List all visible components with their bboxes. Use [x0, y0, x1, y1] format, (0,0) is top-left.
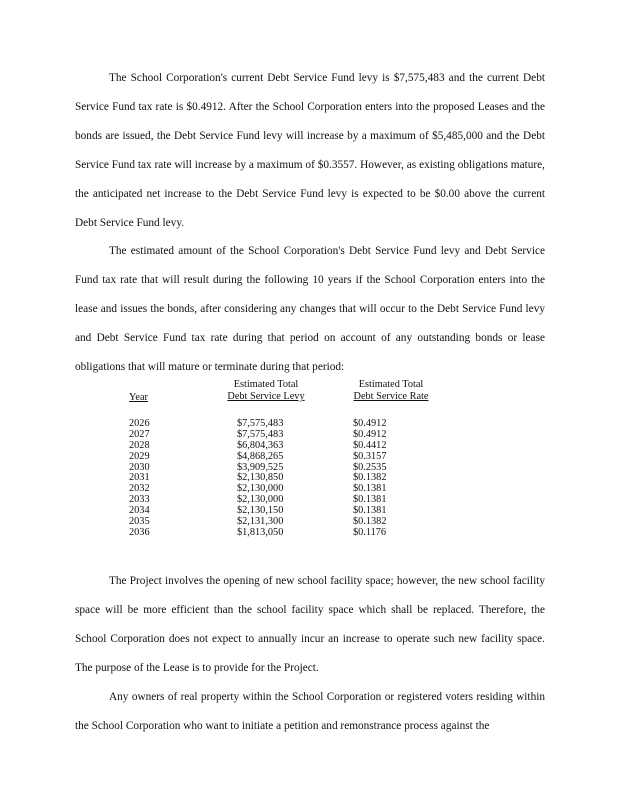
- paragraph-petition: [75, 683, 545, 741]
- header-year: Year: [129, 392, 148, 403]
- paragraph-text: The Project involves the opening of new school facility space; however, the new school facility space will be more efficient than the school facility space which shall be replaced. Therefore, the School Corporation does not expect to annually incur an increase to operate such new facility space. The purpose of the Lease is to provide for the Project.: [75, 575, 545, 674]
- table-row: [129, 528, 429, 539]
- cell-year: 2029: [129, 450, 150, 462]
- cell-levy: $2,130,850: [237, 472, 284, 484]
- table-row: [129, 452, 429, 463]
- header-rate: Estimated Total Debt Service Rate: [353, 379, 429, 402]
- paragraph-estimated-levy-intro: [75, 237, 545, 382]
- cell-levy: $2,130,000: [237, 494, 284, 506]
- paragraph-text: Any owners of real property within the School Corporation or registered voters residing within the School Corporation who want to initiate a petition and remonstrance process against the: [75, 691, 545, 732]
- cell-levy: $3,909,525: [237, 461, 284, 473]
- paragraph-text: The estimated amount of the School Corporation's Debt Service Fund levy and Debt Service Fund tax rate that will result during the following 10 years if the School Corporation enters into the lease and issues the bonds, after considering any changes that will occur to the Debt Service Fund levy and Debt Service Fund tax rate during that period on account of any outstanding bonds or lease obligations that will mature or terminate during that period:: [75, 245, 545, 373]
- cell-year: 2034: [129, 505, 150, 517]
- cell-rate: $0.4412: [353, 439, 387, 451]
- debt-service-table: [129, 379, 429, 539]
- cell-levy: $1,813,050: [237, 526, 284, 538]
- cell-year: 2027: [129, 428, 150, 440]
- cell-year: 2026: [129, 418, 150, 429]
- cell-levy: $2,131,300: [237, 516, 284, 528]
- cell-year: 2030: [129, 461, 150, 473]
- table-body: [129, 419, 429, 539]
- cell-rate: $0.1381: [353, 494, 387, 506]
- cell-rate: $0.1176: [353, 526, 387, 538]
- cell-levy: $7,575,483: [237, 428, 284, 440]
- table-header: [129, 379, 429, 419]
- cell-rate: $0.1382: [353, 472, 387, 484]
- cell-levy: $2,130,150: [237, 505, 284, 517]
- cell-rate: $0.1381: [353, 505, 387, 517]
- cell-year: 2032: [129, 483, 150, 495]
- cell-year: 2031: [129, 472, 150, 484]
- cell-levy: $2,130,000: [237, 483, 284, 495]
- cell-rate: $0.1382: [353, 516, 387, 528]
- cell-rate: $0.4912: [353, 418, 387, 429]
- cell-year: 2033: [129, 494, 150, 506]
- cell-rate: $0.2535: [353, 461, 387, 473]
- cell-rate: $0.1381: [353, 483, 387, 495]
- cell-rate: $0.3157: [353, 450, 387, 462]
- cell-year: 2036: [129, 526, 150, 538]
- paragraph-current-levy: [75, 64, 545, 238]
- cell-levy: $6,804,363: [237, 439, 284, 451]
- cell-year: 2028: [129, 439, 150, 451]
- paragraph-text: The School Corporation's current Debt Service Fund levy is $7,575,483 and the current Debt Service Fund tax rate is $0.4912. After the School Corporation enters into the proposed Leases and the bonds are issued, the Debt Service Fund levy will increase by a maximum of $5,485,000 and the Debt Service Fund tax rate will increase by a maximum of $0.3557. However, as existing obligations mature, the anticipated net increase to the Debt Service Fund levy is expected to be $0.00 above the current Debt Service Fund levy.: [75, 72, 545, 229]
- cell-rate: $0.4912: [353, 428, 387, 440]
- paragraph-project: [75, 567, 545, 683]
- cell-year: 2035: [129, 516, 150, 528]
- header-levy: Estimated Total Debt Service Levy: [227, 379, 305, 402]
- cell-levy: $7,575,483: [237, 418, 284, 429]
- cell-levy: $4,868,265: [237, 450, 284, 462]
